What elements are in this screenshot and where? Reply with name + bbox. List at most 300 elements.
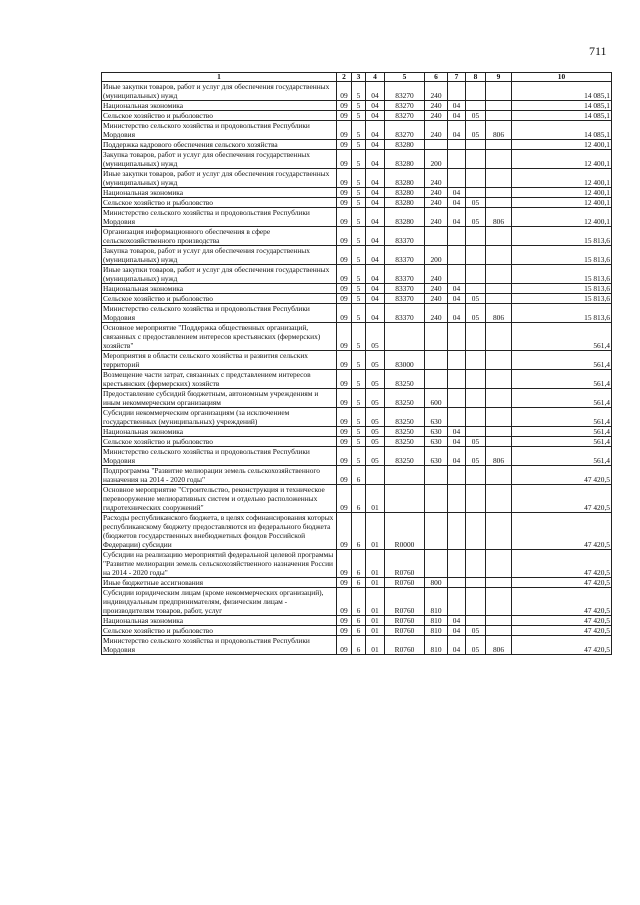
row-code-cell: R0760 — [385, 636, 425, 655]
row-amount-cell: 561,4 — [512, 389, 612, 408]
row-code-cell — [466, 140, 486, 150]
row-name-cell: Организация информационного обеспечения в сфере сельскохозяйственного производства — [102, 227, 337, 246]
table-row — [102, 227, 612, 246]
row-code-cell: 6 — [352, 513, 366, 550]
row-code-cell: 5 — [352, 101, 366, 111]
table-row — [102, 198, 612, 208]
row-code-cell: 09 — [337, 636, 352, 655]
row-code-cell — [425, 351, 448, 370]
row-code-cell — [448, 370, 466, 389]
table-row — [102, 101, 612, 111]
row-code-cell: 5 — [352, 427, 366, 437]
row-name-cell: Национальная экономика — [102, 427, 337, 437]
table-row — [102, 351, 612, 370]
row-code-cell: 04 — [448, 121, 466, 140]
row-code-cell: 09 — [337, 578, 352, 588]
row-name-cell: Национальная экономика — [102, 188, 337, 198]
row-amount-cell: 47 420,5 — [512, 578, 612, 588]
row-name-cell: Основное мероприятие "Строительство, реконструкция и техническое перевооружение мелиоративных систем и отдельно расположенных гидротехнических сооружений" — [102, 485, 337, 513]
row-code-cell: 6 — [352, 626, 366, 636]
row-code-cell: 83370 — [385, 294, 425, 304]
table-row — [102, 188, 612, 198]
table-row — [102, 121, 612, 140]
row-code-cell: 09 — [337, 265, 352, 284]
row-code-cell: 05 — [466, 626, 486, 636]
row-code-cell — [448, 578, 466, 588]
row-code-cell: 6 — [352, 616, 366, 626]
row-code-cell: 09 — [337, 227, 352, 246]
row-code-cell: 04 — [366, 111, 385, 121]
row-code-cell — [466, 150, 486, 169]
column-header: 9 — [486, 73, 512, 82]
table-row — [102, 616, 612, 626]
row-code-cell — [425, 227, 448, 246]
row-code-cell: 09 — [337, 188, 352, 198]
row-code-cell: 5 — [352, 150, 366, 169]
row-code-cell — [466, 351, 486, 370]
row-code-cell: 240 — [425, 111, 448, 121]
row-code-cell — [486, 227, 512, 246]
row-code-cell — [486, 427, 512, 437]
row-code-cell: 83280 — [385, 140, 425, 150]
row-code-cell — [466, 169, 486, 188]
table-row — [102, 513, 612, 550]
row-name-cell: Сельское хозяйство и рыболовство — [102, 111, 337, 121]
column-header: 1 — [102, 73, 337, 82]
row-code-cell: 09 — [337, 246, 352, 265]
row-code-cell: 240 — [425, 304, 448, 323]
row-code-cell: 810 — [425, 616, 448, 626]
row-code-cell: 05 — [466, 636, 486, 655]
row-amount-cell: 14 085,1 — [512, 121, 612, 140]
row-code-cell — [486, 294, 512, 304]
row-code-cell: 04 — [366, 140, 385, 150]
row-code-cell: 04 — [448, 198, 466, 208]
row-code-cell: 09 — [337, 466, 352, 485]
row-code-cell: 04 — [448, 616, 466, 626]
row-name-cell: Сельское хозяйство и рыболовство — [102, 294, 337, 304]
row-code-cell — [486, 389, 512, 408]
column-header: 8 — [466, 73, 486, 82]
row-code-cell: 04 — [448, 111, 466, 121]
row-amount-cell: 15 813,6 — [512, 265, 612, 284]
row-code-cell: 09 — [337, 284, 352, 294]
row-amount-cell: 561,4 — [512, 408, 612, 427]
row-code-cell — [448, 351, 466, 370]
row-amount-cell: 47 420,5 — [512, 626, 612, 636]
row-code-cell: 6 — [352, 578, 366, 588]
row-code-cell: 5 — [352, 389, 366, 408]
row-amount-cell: 561,4 — [512, 323, 612, 351]
row-code-cell: 01 — [366, 616, 385, 626]
column-header: 3 — [352, 73, 366, 82]
row-code-cell: 05 — [466, 121, 486, 140]
row-code-cell: 83370 — [385, 265, 425, 284]
row-code-cell — [425, 485, 448, 513]
row-code-cell — [486, 323, 512, 351]
row-code-cell: 04 — [366, 265, 385, 284]
row-code-cell — [486, 265, 512, 284]
row-code-cell: 04 — [448, 304, 466, 323]
table-row — [102, 626, 612, 636]
table-header-row — [102, 73, 612, 82]
row-code-cell — [466, 485, 486, 513]
row-code-cell — [466, 389, 486, 408]
row-code-cell: 240 — [425, 294, 448, 304]
row-code-cell — [466, 227, 486, 246]
row-code-cell: 09 — [337, 140, 352, 150]
row-code-cell: 240 — [425, 101, 448, 111]
row-code-cell — [425, 513, 448, 550]
row-code-cell: 04 — [448, 101, 466, 111]
row-code-cell: 5 — [352, 227, 366, 246]
table-row — [102, 485, 612, 513]
row-code-cell — [448, 513, 466, 550]
row-amount-cell: 14 085,1 — [512, 101, 612, 111]
table-row — [102, 140, 612, 150]
row-code-cell: 83270 — [385, 82, 425, 101]
row-code-cell: 05 — [466, 304, 486, 323]
row-code-cell: 05 — [366, 323, 385, 351]
row-code-cell: 806 — [486, 208, 512, 227]
row-code-cell: 01 — [366, 513, 385, 550]
row-name-cell: Субсидии на реализацию мероприятий федеральной целевой программы "Развитие мелиорации земель сельскохозяйственного назначения России на 2014 - 2020 годы" — [102, 550, 337, 578]
row-code-cell — [486, 82, 512, 101]
row-code-cell: 05 — [466, 208, 486, 227]
row-name-cell: Министерство сельского хозяйства и продовольствия Республики Мордовия — [102, 447, 337, 466]
row-code-cell: 09 — [337, 323, 352, 351]
row-code-cell: 04 — [366, 294, 385, 304]
row-code-cell: R0760 — [385, 588, 425, 616]
row-code-cell — [448, 466, 466, 485]
row-code-cell — [385, 485, 425, 513]
row-code-cell: 04 — [366, 198, 385, 208]
table-row — [102, 550, 612, 578]
row-code-cell: 83250 — [385, 389, 425, 408]
row-name-cell: Иные закупки товаров, работ и услуг для обеспечения государственных (муниципальных) нужд — [102, 82, 337, 101]
row-code-cell — [466, 101, 486, 111]
row-name-cell: Национальная экономика — [102, 616, 337, 626]
row-amount-cell: 12 400,1 — [512, 208, 612, 227]
row-code-cell — [448, 265, 466, 284]
row-code-cell — [448, 588, 466, 616]
row-name-cell: Возмещение части затрат, связанных с представлением интересов крестьянских (фермерских) хозяйств — [102, 370, 337, 389]
row-code-cell: 240 — [425, 284, 448, 294]
row-code-cell: 09 — [337, 304, 352, 323]
row-amount-cell: 15 813,6 — [512, 294, 612, 304]
row-name-cell: Основное мероприятие "Поддержка общественных организаций, связанных с предоставлением интересов крестьянских (фермерских) хозяйств" — [102, 323, 337, 351]
row-code-cell — [425, 550, 448, 578]
row-amount-cell: 561,4 — [512, 351, 612, 370]
table-row — [102, 408, 612, 427]
row-code-cell: 5 — [352, 304, 366, 323]
row-code-cell — [466, 284, 486, 294]
table-row — [102, 169, 612, 188]
table-row — [102, 304, 612, 323]
row-code-cell: 09 — [337, 588, 352, 616]
row-code-cell: 83270 — [385, 121, 425, 140]
row-code-cell: 630 — [425, 408, 448, 427]
column-header: 4 — [366, 73, 385, 82]
table-row — [102, 208, 612, 227]
row-code-cell: 09 — [337, 294, 352, 304]
row-name-cell: Мероприятия в области сельского хозяйства и развития сельских территорий — [102, 351, 337, 370]
row-code-cell — [486, 408, 512, 427]
row-code-cell: 09 — [337, 513, 352, 550]
row-code-cell: 04 — [448, 447, 466, 466]
row-code-cell — [385, 466, 425, 485]
row-code-cell — [466, 616, 486, 626]
row-code-cell: 800 — [425, 578, 448, 588]
row-code-cell — [425, 370, 448, 389]
row-name-cell: Министерство сельского хозяйства и продовольствия Республики Мордовия — [102, 208, 337, 227]
row-name-cell: Сельское хозяйство и рыболовство — [102, 198, 337, 208]
row-code-cell: 6 — [352, 466, 366, 485]
row-name-cell: Национальная экономика — [102, 284, 337, 294]
table-row — [102, 82, 612, 101]
row-code-cell: 5 — [352, 198, 366, 208]
row-name-cell: Иные бюджетные ассигнования — [102, 578, 337, 588]
row-code-cell: 01 — [366, 626, 385, 636]
row-amount-cell: 12 400,1 — [512, 140, 612, 150]
row-code-cell — [466, 550, 486, 578]
row-code-cell: 5 — [352, 140, 366, 150]
row-code-cell: 5 — [352, 370, 366, 389]
row-code-cell: 83250 — [385, 370, 425, 389]
row-code-cell — [466, 408, 486, 427]
row-code-cell — [486, 550, 512, 578]
row-code-cell: 240 — [425, 188, 448, 198]
row-code-cell: 200 — [425, 246, 448, 265]
table-row — [102, 265, 612, 284]
row-code-cell: 09 — [337, 389, 352, 408]
row-name-cell: Сельское хозяйство и рыболовство — [102, 626, 337, 636]
row-code-cell — [486, 101, 512, 111]
row-code-cell — [486, 284, 512, 294]
row-code-cell: R0760 — [385, 550, 425, 578]
row-code-cell: 04 — [366, 227, 385, 246]
table-row — [102, 427, 612, 437]
row-code-cell: 04 — [366, 188, 385, 198]
row-code-cell: R0760 — [385, 578, 425, 588]
row-code-cell: 83370 — [385, 304, 425, 323]
row-code-cell: 05 — [466, 198, 486, 208]
row-amount-cell: 15 813,6 — [512, 227, 612, 246]
table-row — [102, 370, 612, 389]
row-code-cell: 5 — [352, 323, 366, 351]
row-code-cell: 5 — [352, 408, 366, 427]
row-amount-cell: 47 420,5 — [512, 485, 612, 513]
column-header: 7 — [448, 73, 466, 82]
row-code-cell: 04 — [366, 121, 385, 140]
row-code-cell: 810 — [425, 636, 448, 655]
row-code-cell: R0000 — [385, 513, 425, 550]
row-code-cell — [466, 370, 486, 389]
row-code-cell: 5 — [352, 437, 366, 447]
row-code-cell: 09 — [337, 169, 352, 188]
row-name-cell: Субсидии юридическим лицам (кроме некоммерческих организаций), индивидуальным предпринимателям, физическим лицам - производителям товаров, работ, услуг — [102, 588, 337, 616]
row-code-cell: 05 — [466, 294, 486, 304]
row-code-cell: 05 — [466, 437, 486, 447]
row-code-cell — [466, 588, 486, 616]
row-amount-cell: 14 085,1 — [512, 82, 612, 101]
row-code-cell: 83000 — [385, 351, 425, 370]
row-code-cell: 04 — [448, 427, 466, 437]
table-row — [102, 246, 612, 265]
row-code-cell: 5 — [352, 82, 366, 101]
row-code-cell: 5 — [352, 294, 366, 304]
column-header: 2 — [337, 73, 352, 82]
row-code-cell — [448, 227, 466, 246]
row-code-cell — [448, 246, 466, 265]
row-code-cell: 04 — [448, 188, 466, 198]
row-code-cell: R0760 — [385, 626, 425, 636]
table-row — [102, 437, 612, 447]
row-code-cell: 83370 — [385, 284, 425, 294]
table-row — [102, 389, 612, 408]
row-code-cell — [486, 578, 512, 588]
row-code-cell — [486, 140, 512, 150]
row-code-cell: 83250 — [385, 437, 425, 447]
row-code-cell: 09 — [337, 208, 352, 227]
row-code-cell — [486, 198, 512, 208]
row-code-cell: 04 — [448, 284, 466, 294]
row-code-cell: 240 — [425, 169, 448, 188]
table-row — [102, 150, 612, 169]
row-code-cell — [486, 150, 512, 169]
table-row — [102, 466, 612, 485]
row-code-cell: 01 — [366, 550, 385, 578]
row-code-cell: R0760 — [385, 616, 425, 626]
row-code-cell: 05 — [366, 408, 385, 427]
row-code-cell: 630 — [425, 437, 448, 447]
row-code-cell: 01 — [366, 636, 385, 655]
row-code-cell: 01 — [366, 588, 385, 616]
row-code-cell — [466, 323, 486, 351]
row-name-cell: Субсидии некоммерческим организациям (за исключением государственных (муниципальных) учреждений) — [102, 408, 337, 427]
row-amount-cell: 561,4 — [512, 447, 612, 466]
row-code-cell: 5 — [352, 169, 366, 188]
row-code-cell: 05 — [466, 111, 486, 121]
row-name-cell: Иные закупки товаров, работ и услуг для обеспечения государственных (муниципальных) нужд — [102, 265, 337, 284]
row-code-cell: 05 — [366, 370, 385, 389]
row-amount-cell: 47 420,5 — [512, 513, 612, 550]
row-code-cell: 200 — [425, 150, 448, 169]
row-code-cell — [486, 188, 512, 198]
row-code-cell: 83280 — [385, 208, 425, 227]
row-code-cell: 5 — [352, 351, 366, 370]
row-code-cell: 83280 — [385, 169, 425, 188]
row-name-cell: Поддержка кадрового обеспечения сельского хозяйства — [102, 140, 337, 150]
row-code-cell: 5 — [352, 246, 366, 265]
row-amount-cell: 15 813,6 — [512, 246, 612, 265]
row-code-cell: 6 — [352, 550, 366, 578]
row-name-cell: Сельское хозяйство и рыболовство — [102, 437, 337, 447]
row-amount-cell: 47 420,5 — [512, 550, 612, 578]
row-code-cell: 04 — [448, 208, 466, 227]
row-code-cell: 04 — [366, 304, 385, 323]
table-row — [102, 578, 612, 588]
row-code-cell: 09 — [337, 101, 352, 111]
row-code-cell: 09 — [337, 150, 352, 169]
row-code-cell: 09 — [337, 121, 352, 140]
row-amount-cell: 12 400,1 — [512, 150, 612, 169]
row-code-cell — [466, 188, 486, 198]
row-code-cell — [466, 578, 486, 588]
row-code-cell: 83250 — [385, 447, 425, 466]
table-row — [102, 636, 612, 655]
row-code-cell: 04 — [366, 169, 385, 188]
row-amount-cell: 12 400,1 — [512, 188, 612, 198]
row-code-cell: 810 — [425, 626, 448, 636]
row-code-cell — [486, 466, 512, 485]
row-amount-cell: 15 813,6 — [512, 304, 612, 323]
row-amount-cell: 12 400,1 — [512, 169, 612, 188]
row-code-cell: 630 — [425, 427, 448, 437]
row-amount-cell: 14 085,1 — [512, 111, 612, 121]
row-code-cell — [486, 616, 512, 626]
row-code-cell: 83270 — [385, 101, 425, 111]
row-code-cell — [486, 626, 512, 636]
row-code-cell: 600 — [425, 389, 448, 408]
row-code-cell — [486, 370, 512, 389]
column-header: 6 — [425, 73, 448, 82]
row-code-cell: 09 — [337, 447, 352, 466]
table-row — [102, 323, 612, 351]
row-code-cell: 04 — [366, 246, 385, 265]
row-code-cell — [486, 513, 512, 550]
row-code-cell: 05 — [366, 427, 385, 437]
row-code-cell: 806 — [486, 447, 512, 466]
page-number: 711 — [589, 44, 607, 58]
row-code-cell: 83270 — [385, 111, 425, 121]
row-code-cell: 83250 — [385, 427, 425, 437]
row-name-cell: Подпрограмма "Развитие мелиорации земель сельскохозяйственного назначения на 2014 - 2020 годы" — [102, 466, 337, 485]
row-code-cell — [425, 466, 448, 485]
row-code-cell — [448, 485, 466, 513]
row-code-cell: 83370 — [385, 227, 425, 246]
row-code-cell: 09 — [337, 370, 352, 389]
row-name-cell: Расходы республиканского бюджета, в целях софинансирования которых республиканскому бюджету предоставляются из федерального бюджета (бюджетов государственных внебюджетных фондов Российской Федерации) субсидии — [102, 513, 337, 550]
row-code-cell: 5 — [352, 188, 366, 198]
column-header: 5 — [385, 73, 425, 82]
row-code-cell: 240 — [425, 121, 448, 140]
row-code-cell — [448, 323, 466, 351]
row-code-cell — [486, 246, 512, 265]
row-code-cell: 6 — [352, 636, 366, 655]
row-code-cell — [466, 513, 486, 550]
row-code-cell — [448, 169, 466, 188]
row-code-cell: 5 — [352, 121, 366, 140]
row-code-cell: 04 — [448, 294, 466, 304]
row-amount-cell: 561,4 — [512, 370, 612, 389]
row-code-cell — [448, 550, 466, 578]
row-code-cell: 83280 — [385, 150, 425, 169]
row-code-cell: 240 — [425, 198, 448, 208]
row-code-cell: 09 — [337, 111, 352, 121]
row-code-cell — [448, 408, 466, 427]
row-code-cell — [448, 150, 466, 169]
row-code-cell: 05 — [366, 389, 385, 408]
row-code-cell — [466, 265, 486, 284]
row-code-cell — [466, 82, 486, 101]
row-code-cell: 09 — [337, 626, 352, 636]
row-code-cell — [448, 140, 466, 150]
row-amount-cell: 561,4 — [512, 427, 612, 437]
row-amount-cell: 47 420,5 — [512, 588, 612, 616]
row-amount-cell: 47 420,5 — [512, 466, 612, 485]
row-code-cell: 83280 — [385, 188, 425, 198]
